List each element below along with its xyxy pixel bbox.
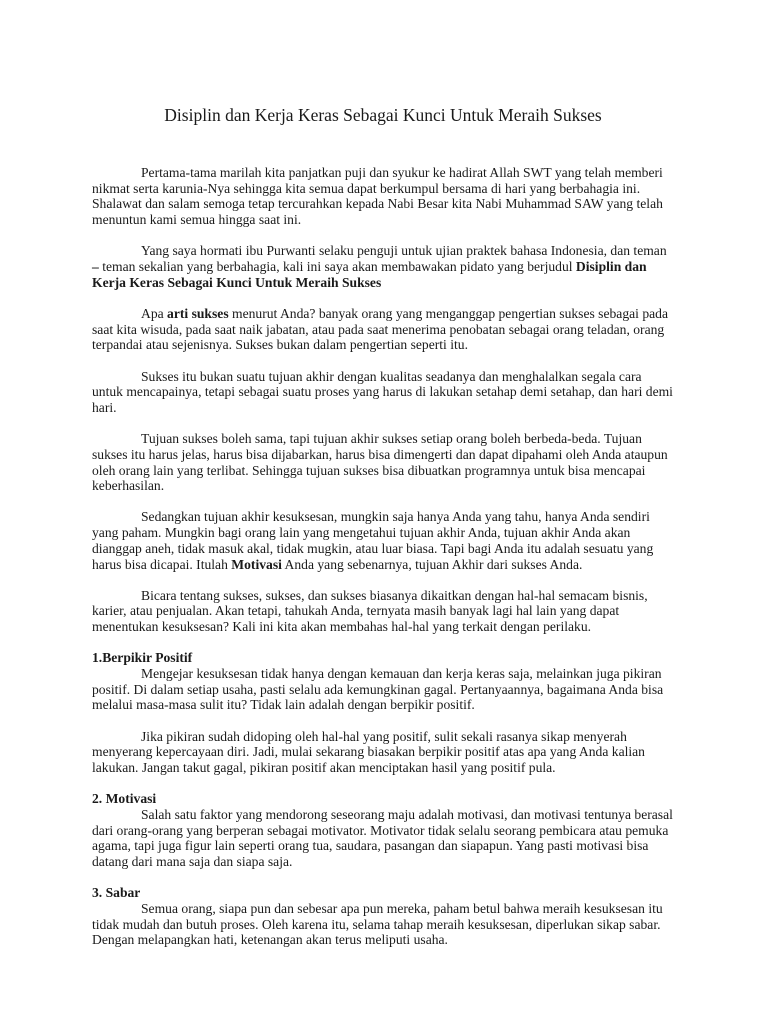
tujuan-akhir-text-b: Anda yang sebenarnya, tujuan Akhir dari sukses Anda. (281, 556, 583, 572)
paragraph-arti-sukses (92, 306, 674, 353)
section-paragraph: Mengejar kesuksesan tidak hanya dengan kemauan dan kerja keras saja, melainkan juga pikiran positif. Di dalam setiap usaha, pasti selalu ada kemungkinan gagal. Pertanyaannya, bagaimana Anda bisa melalui masa-masa sulit itu? Tidak lain adalah dengan berpikir positif. (92, 666, 664, 713)
paragraph-sukses-proses: Sukses itu bukan suatu tujuan akhir dengan kualitas seadanya dan menghalalkan segala cara untuk mencapainya, tetapi sebagai suatu proses yang harus di lakukan setahap demi setahap, dan hari demi hari. (92, 368, 673, 415)
paragraph-bicara-sukses: Bicara tentang sukses, sukses, dan sukses biasanya dikaitkan dengan hal-hal semacam bisnis, karier, atau penjualan. Akan tetapi, tahukah Anda, ternyata masih banyak lagi hal lain yang dapat menentukan kesuksesan? Kali ini kita akan membahas hal-hal yang terkait dengan perilaku. (92, 587, 648, 635)
section-paragraph: Salah satu faktor yang mendorong seseorang maju adalah motivasi, dan motivasi tentunya berasal dari orang-orang yang berperan sebagai motivator. Motivator tidak selalu seorang pembicara atau pemuka agama, tapi juga figur lain seperti orang tua, saudara, pasangan dan siapapun. Yang pasti motivasi bisa datang dari mana saja dan siapa saja. (92, 807, 673, 870)
paragraph-greeting (92, 243, 674, 290)
paragraph-opening: Pertama-tama marilah kita panjatkan puji dan syukur ke hadirat Allah SWT yang telah memberi nikmat serta karunia-Nya sehingga kita semua dapat berkumpul bersama di hari yang berbahagia ini. Shalawat dan salam semoga tetap tercurahkan kepada Nabi Besar kita Nabi Muhammad SAW yang telah menuntun kami semua hingga saat ini. (92, 165, 663, 228)
tujuan-akhir-text-a: Sedangkan tujuan akhir kesuksesan, mungkin saja hanya Anda yang tahu, hanya Anda sendiri yang paham. Mungkin bagi orang lain yang mengetahui tujuan akhir Anda, tujuan akhir Anda akan dianggap aneh, tidak masuk akal, tidak mugkin, atau luar biasa. Tapi bagi Anda itu adalah sesuatu yang harus bisa dicapai. Itulah (92, 509, 654, 572)
document-title: Disiplin dan Kerja Keras Sebagai Kunci Untuk Meraih Sukses (164, 105, 602, 125)
arti-sukses-text-b: menurut Anda? banyak orang yang menganggap pengertian sukses sebagai pada saat kita wisuda, pada saat naik jabatan, atau pada saat menerima penobatan sebagai orang teladan, orang terpandai atau sejenisnya. Sukses bukan dalam pengertian seperti itu. (92, 305, 668, 353)
paragraph-tujuan-sukses: Tujuan sukses boleh sama, tapi tujuan akhir sukses setiap orang boleh berbeda-beda. Tujuan sukses itu harus jelas, harus bisa dijabarkan, harus bisa dimengerti dan dapat dipahami oleh Anda ataupun oleh orang lain yang terlibat. Sehingga tujuan sukses bisa dibuatkan programnya untuk bisa mencapai keberhasilan. (92, 431, 668, 494)
section-motivasi (92, 791, 674, 870)
greeting-text-b: teman sekalian yang berbahagia, kali ini saya akan membawakan pidato yang berjudul (98, 259, 576, 275)
greeting-dash: – (92, 259, 99, 275)
section-berpikir-positif (92, 650, 674, 775)
section-heading: 3. Sabar (92, 885, 141, 901)
section-paragraph: Jika pikiran sudah didoping oleh hal-hal yang positif, sulit sekali rasanya sikap menyerah menyerang kepercayaan diri. Jadi, mulai sekarang biasakan berpikir positif atas apa yang Anda kalian lakukan. Jangan takut gagal, pikiran positif akan menciptakan hasil yang positif pula. (92, 728, 645, 776)
section-heading: 2. Motivasi (92, 791, 157, 807)
arti-sukses-bold: arti sukses (167, 305, 229, 321)
section-paragraph: Semua orang, siapa pun dan sebesar apa pun mereka, paham betul bahwa meraih kesuksesan itu tidak mudah dan butuh proses. Oleh karena itu, selama tahap meraih kesuksesan, diperlukan sikap sabar. Dengan melapangkan hati, ketenangan akan terus meliputi usaha. (92, 901, 663, 948)
speech-title-bold: Disiplin dan Kerja Keras Sebagai Kunci Untuk Meraih Sukses (92, 259, 647, 290)
greeting-text-a: Yang saya hormati ibu Purwanti selaku penguji untuk ujian praktek bahasa Indonesia, dan teman (141, 243, 667, 259)
section-heading: 1.Berpikir Positif (92, 650, 193, 666)
paragraph-tujuan-akhir (92, 509, 674, 572)
motivasi-bold: Motivasi (231, 556, 282, 572)
section-sabar (92, 885, 674, 948)
arti-sukses-text-a: Apa (141, 305, 168, 321)
document-page (92, 104, 674, 964)
